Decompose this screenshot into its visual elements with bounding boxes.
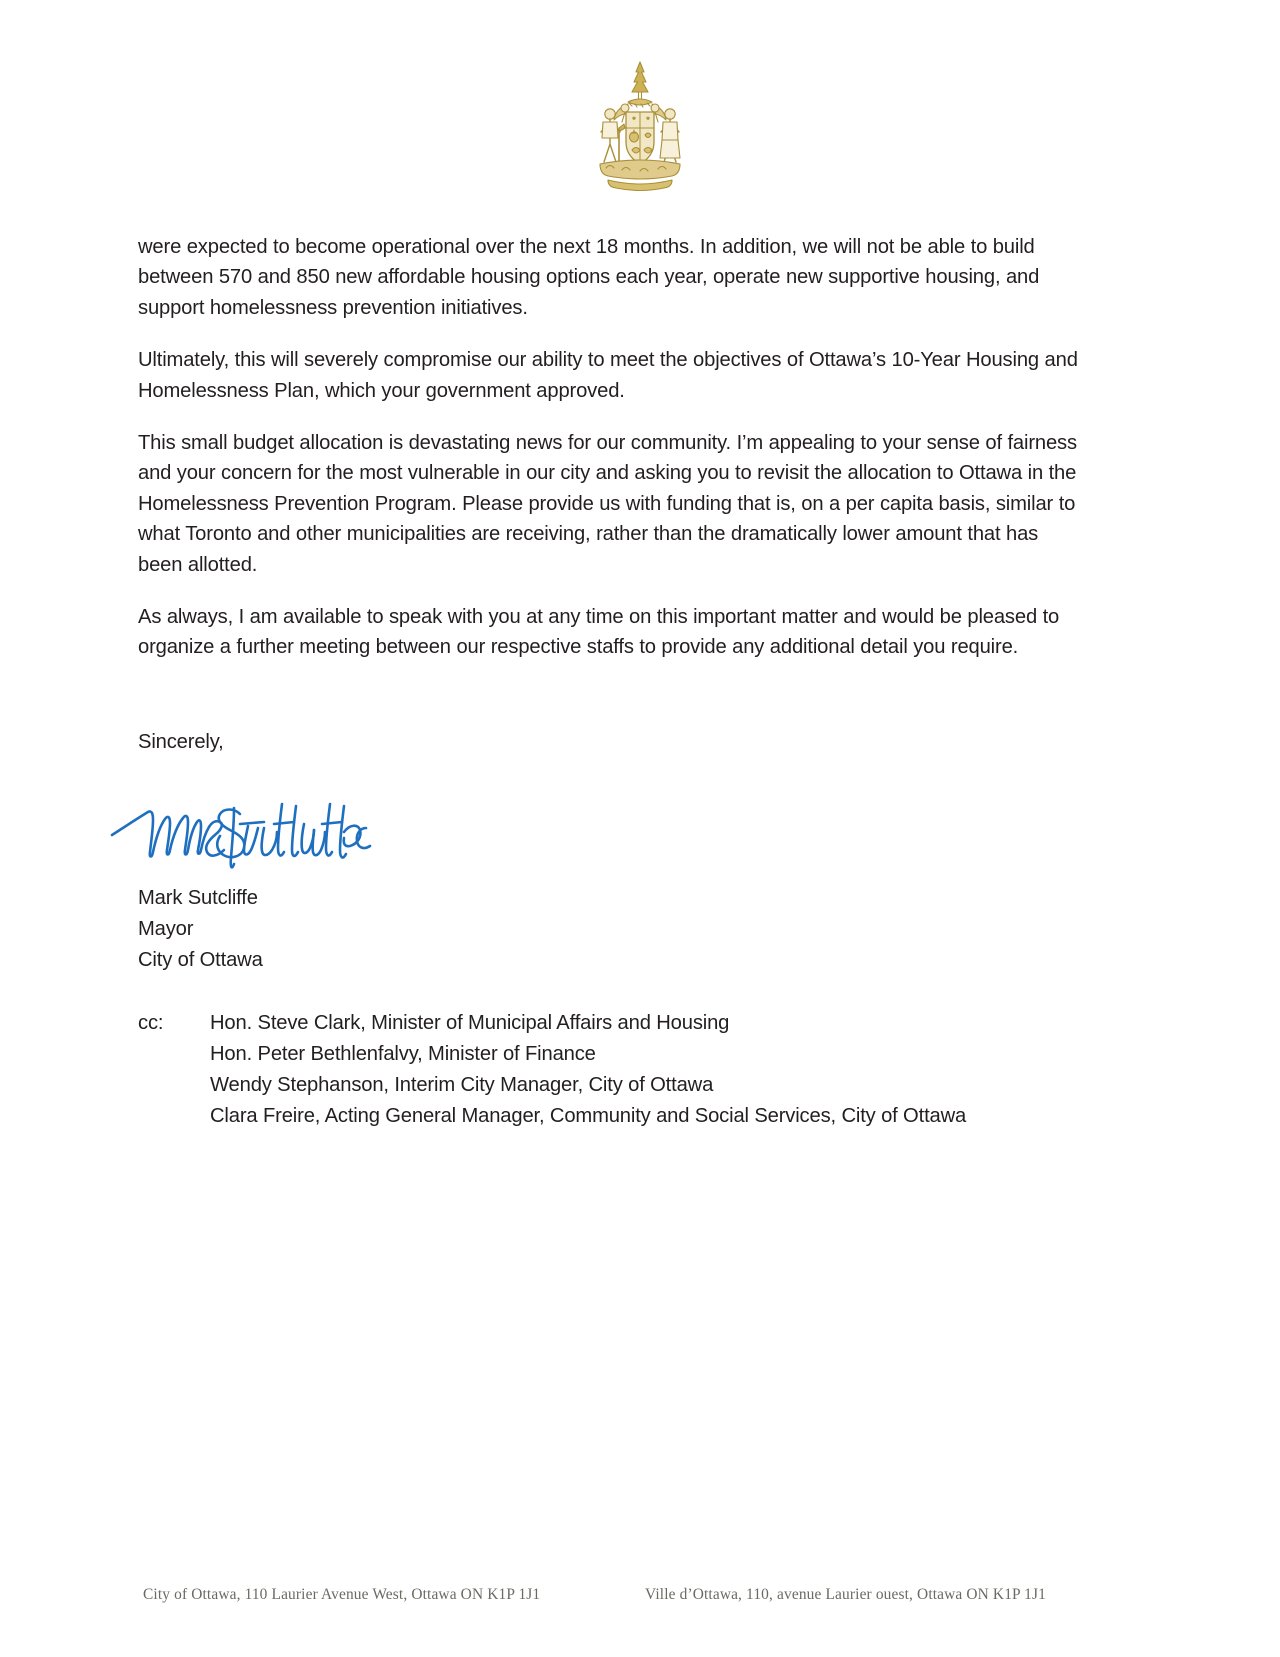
signer-title: Mayor	[138, 918, 194, 941]
footer-address-english: City of Ottawa, 110 Laurier Avenue West, Ottawa ON K1P 1J1	[143, 1586, 541, 1603]
cc-row	[138, 1039, 966, 1070]
cc-block	[138, 1008, 966, 1132]
footer-address-french: Ville d’Ottawa, 110, avenue Laurier ouest, Ottawa ON K1P 1J1	[645, 1586, 1047, 1603]
city-of-ottawa-coat-of-arms-icon	[588, 58, 692, 194]
signer-block	[138, 883, 263, 977]
letterhead-emblem	[0, 58, 1280, 194]
letter-closing: Sincerely,	[138, 731, 224, 753]
cc-recipient: Hon. Steve Clark, Minister of Municipal Affairs and Housing	[210, 1012, 730, 1034]
signer-name: Mark Sutcliffe	[138, 887, 258, 909]
cc-row	[138, 1008, 966, 1039]
letter-body	[138, 232, 1084, 685]
letter-paragraph: As always, I am available to speak with you at any time on this important matter and would be pleased to organize a further meeting between our respective staffs to provide any additional detail you require.	[138, 606, 1060, 659]
handwritten-signature-icon	[108, 780, 408, 880]
cc-recipient: Wendy Stephanson, Interim City Manager, City of Ottawa	[210, 1074, 714, 1096]
letter-paragraph: were expected to become operational over the next 18 months. In addition, we will not be able to build between 570 and 850 new affordable housing options each year, operate new supportive housing, and support homelessness prevention initiatives.	[138, 236, 1040, 319]
cc-recipient: Hon. Peter Bethlenfalvy, Minister of Finance	[210, 1043, 596, 1065]
page-footer	[0, 1586, 1280, 1612]
cc-row	[138, 1101, 966, 1132]
cc-label: cc:	[138, 1012, 164, 1034]
signer-organization: City of Ottawa	[138, 949, 263, 972]
cc-row	[138, 1070, 966, 1101]
cc-recipient: Clara Freire, Acting General Manager, Community and Social Services, City of Ottawa	[210, 1105, 967, 1127]
letter-paragraph: This small budget allocation is devastating news for our community. I’m appealing to your sense of fairness and your concern for the most vulnerable in our city and asking you to revisit the allocation to Ottawa in the Homelessness Prevention Program. Please provide us with funding that is, on a per capita basis, similar to what Toronto and other municipalities are receiving, rather than the dramatically lower amount that has been allotted.	[138, 432, 1077, 576]
letter-paragraph: Ultimately, this will severely compromise our ability to meet the objectives of Ottawa’s 10-Year Housing and Homelessness Plan, which your government approved.	[138, 349, 1078, 402]
signature	[108, 780, 408, 880]
